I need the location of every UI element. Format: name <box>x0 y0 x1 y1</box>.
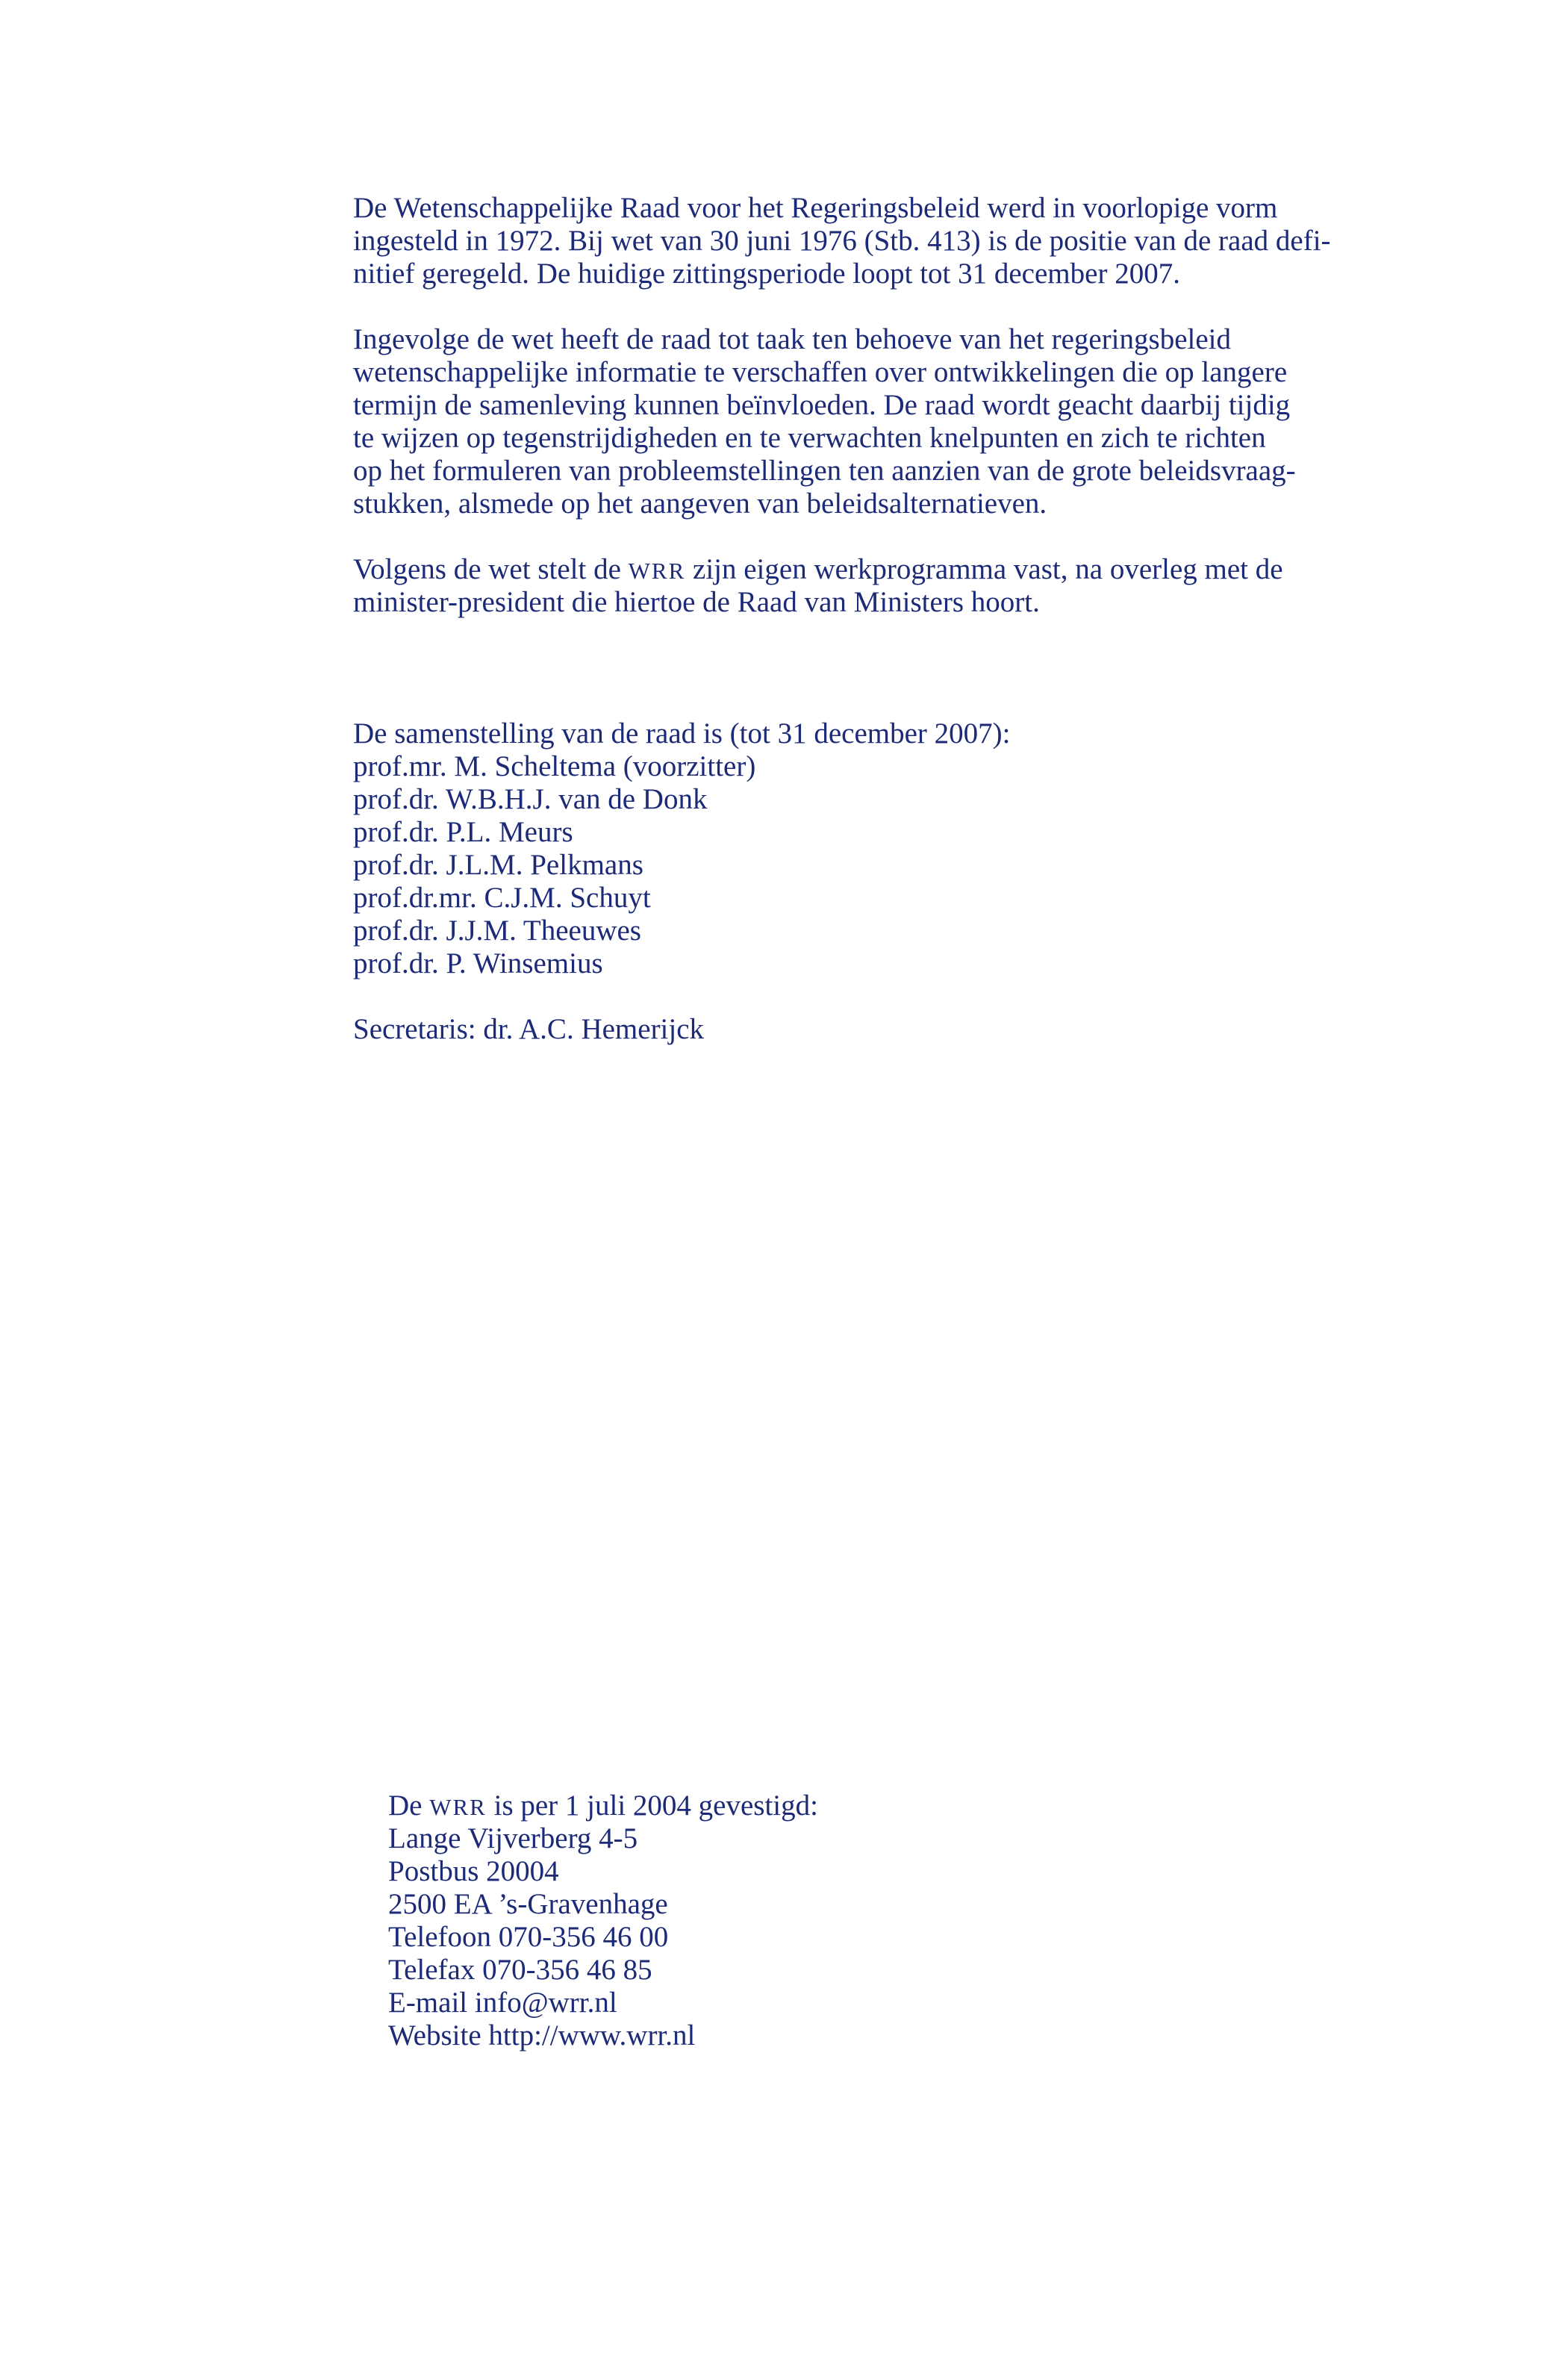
address-text-post: is per 1 juli 2004 gevestigd: <box>486 1789 818 1822</box>
council-member: prof.dr. P. Winsemius <box>353 947 603 979</box>
intro-p3-line: minister-president die hiertoe de Raad van Ministers hoort. <box>353 586 1040 618</box>
intro-p2-line: Ingevolge de wet heeft de raad tot taak ten behoeve van het regeringsbeleid <box>353 323 1231 355</box>
council-member: prof.mr. M. Scheltema (voorzitter) <box>353 750 756 782</box>
council-heading: De samenstelling van de raad is (tot 31 december 2007): <box>353 717 1011 750</box>
address-city: 2500 EA ’s-Gravenhage <box>388 1888 668 1920</box>
intro-p3-line <box>353 553 1283 588</box>
address-postbus: Postbus 20004 <box>388 1855 559 1887</box>
address-telephone: Telefoon 070-356 46 00 <box>388 1921 669 1953</box>
address-text-pre: De <box>388 1789 430 1822</box>
council-member: prof.dr. J.L.M. Pelkmans <box>353 849 643 881</box>
address-heading <box>388 1789 818 1824</box>
council-member: prof.dr. W.B.H.J. van de Donk <box>353 783 708 815</box>
council-member: prof.dr. J.J.M. Theeuwes <box>353 915 641 947</box>
council-member: prof.dr. P.L. Meurs <box>353 816 573 848</box>
wrr-abbreviation: WRR <box>628 558 686 584</box>
council-member: prof.dr.mr. C.J.M. Schuyt <box>353 882 651 914</box>
intro-p1-line: ingesteld in 1972. Bij wet van 30 juni 1976 (Stb. 413) is de positie van de raad defi- <box>353 225 1331 257</box>
intro-p2-line: te wijzen op tegenstrijdigheden en te verwachten knelpunten en zich te richten <box>353 422 1266 454</box>
address-fax: Telefax 070-356 46 85 <box>388 1954 652 1986</box>
address-email: E-mail info@wrr.nl <box>388 1987 617 2019</box>
address-street: Lange Vijverberg 4-5 <box>388 1822 638 1854</box>
address-website: Website http://www.wrr.nl <box>388 2019 696 2052</box>
council-secretary: Secretaris: dr. A.C. Hemerijck <box>353 1013 705 1045</box>
intro-p3-text-pre: Volgens de wet stelt de <box>353 553 629 585</box>
intro-p2-line: wetenschappelijke informatie te verschaffen over ontwikkelingen die op langere <box>353 356 1288 388</box>
intro-p2-line: termijn de samenleving kunnen beïnvloeden. De raad wordt geacht daarbij tijdig <box>353 389 1291 421</box>
intro-p1-line: nitief geregeld. De huidige zittingsperiode loopt tot 31 december 2007. <box>353 258 1180 290</box>
intro-p2-line: stukken, alsmede op het aangeven van beleidsalternatieven. <box>353 487 1047 520</box>
intro-p1-line: De Wetenschappelijke Raad voor het Regeringsbeleid werd in voorlopige vorm <box>353 192 1278 224</box>
intro-p3-text-post: zijn eigen werkprogramma vast, na overleg met de <box>685 553 1283 585</box>
wrr-abbreviation: WRR <box>429 1794 487 1820</box>
intro-p2-line: op het formuleren van probleemstellingen ten aanzien van de grote beleidsvraag- <box>353 455 1296 487</box>
